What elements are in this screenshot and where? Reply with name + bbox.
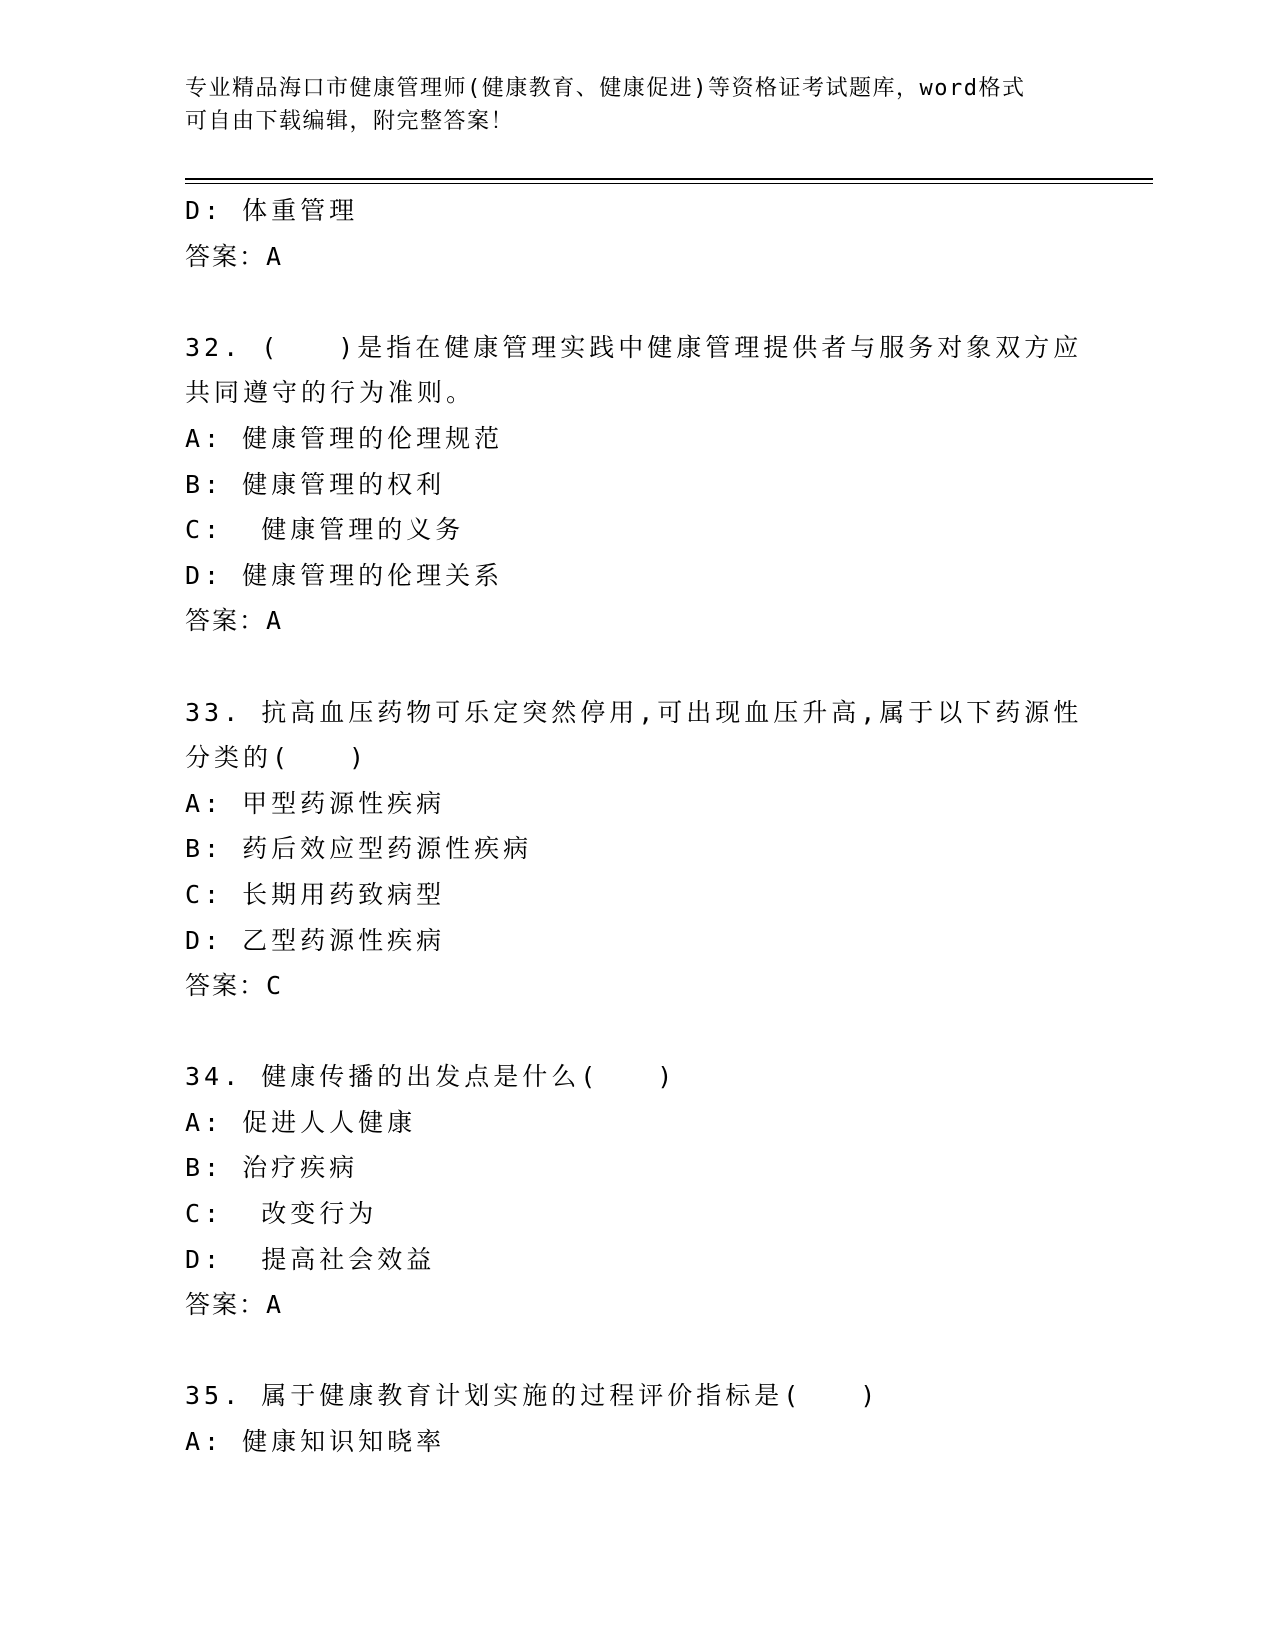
option-a: A: 促进人人健康 (185, 1107, 417, 1137)
header-line-1: 专业精品海口市健康管理师(健康教育、健康促进)等资格证考试题库，word格式 (185, 76, 1026, 101)
option-c: C: 长期用药致病型 (185, 879, 446, 909)
option-c: C: 健康管理的义务 (185, 515, 465, 545)
question-stem-continued: 共同遵守的行为准则。 (185, 378, 476, 408)
header-divider-thin (185, 183, 1153, 184)
question-stem: 33. 抗高血压药物可乐定突然停用,可出现血压升高,属于以下药源性 (185, 697, 1083, 727)
option-d: D: 提高社会效益 (185, 1244, 436, 1274)
spacer (185, 279, 1085, 325)
spacer (185, 1328, 1085, 1374)
option-d: D: 健康管理的伦理关系 (185, 560, 504, 590)
question-stem: 34. 健康传播的出发点是什么( ) (185, 1062, 677, 1092)
answer-line: 答案：A (185, 1290, 284, 1320)
option-b: B: 药后效应型药源性疾病 (185, 834, 533, 864)
question-35 (185, 1373, 1085, 1464)
answer-line: 答案：C (185, 971, 284, 1001)
question-content (185, 188, 1085, 1465)
question-stem: 35. 属于健康教育计划实施的过程评价指标是( ) (185, 1381, 880, 1411)
option-d: D: 乙型药源性疾病 (185, 925, 446, 955)
answer-line: 答案：A (185, 606, 284, 636)
option-b: B: 健康管理的权利 (185, 469, 446, 499)
question-stem-continued: 分类的( ) (185, 743, 369, 773)
header-line-2: 可自由下载编辑，附完整答案！ (185, 109, 515, 134)
question-32 (185, 325, 1085, 644)
option-c: C: 改变行为 (185, 1199, 378, 1229)
option-a: A: 健康知识知晓率 (185, 1427, 446, 1457)
page-header (185, 72, 1065, 138)
option-d: D: 体重管理 (185, 196, 359, 225)
option-b: B: 治疗疾病 (185, 1153, 359, 1183)
spacer (185, 1009, 1085, 1055)
spacer (185, 644, 1085, 690)
header-divider-thick (185, 178, 1153, 180)
option-a: A: 健康管理的伦理规范 (185, 423, 504, 453)
option-a: A: 甲型药源性疾病 (185, 788, 446, 818)
question-stem: 32. ( )是指在健康管理实践中健康管理提供者与服务对象双方应 (185, 332, 1083, 362)
question-33 (185, 690, 1085, 1009)
answer-line: 答案：A (185, 241, 284, 271)
question-34 (185, 1054, 1085, 1328)
